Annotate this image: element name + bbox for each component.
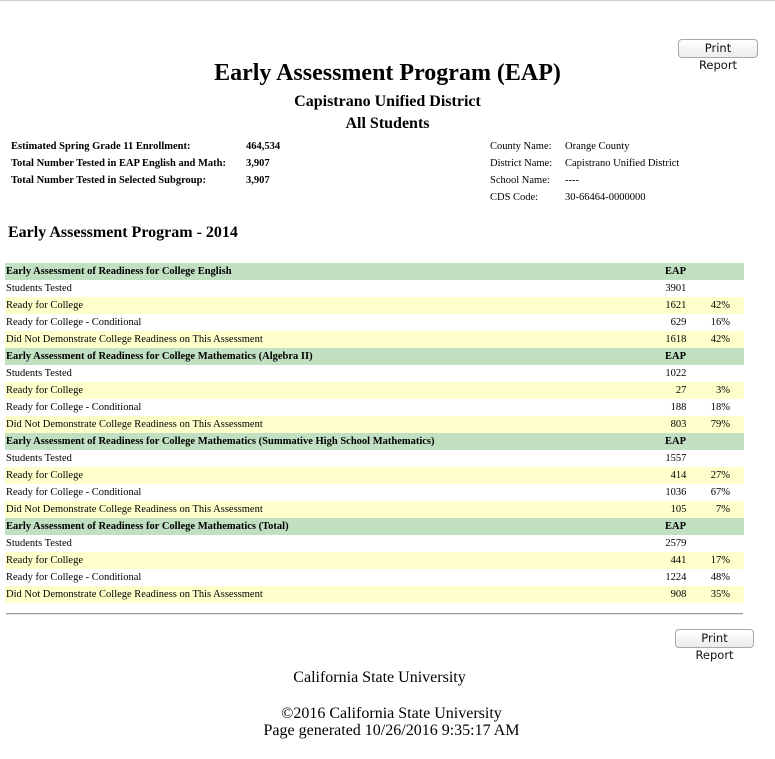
eap-column-label: EAP	[637, 263, 744, 280]
row-label: Ready for College	[5, 552, 637, 569]
table-row	[5, 365, 744, 382]
table-row	[5, 416, 744, 433]
row-percent	[686, 450, 744, 467]
row-percent	[686, 535, 744, 552]
row-percent: 16%	[710, 317, 730, 328]
row-percent: 67%	[710, 487, 730, 498]
cds-row	[490, 191, 679, 208]
cds-value: 30-66464-0000000	[565, 192, 646, 203]
row-label: Ready for College - Conditional	[6, 487, 142, 498]
row-percent: 35%	[686, 586, 744, 603]
table-row	[5, 552, 744, 569]
enrollment-row	[11, 140, 280, 157]
row-percent: 79%	[686, 416, 744, 433]
table-row	[5, 535, 744, 552]
table-row	[5, 501, 744, 518]
cds-label: CDS Code:	[490, 192, 539, 203]
row-count: 1618	[637, 331, 686, 348]
assessment-heading: Early Assessment of Readiness for College Mathematics (Algebra II)	[5, 348, 637, 365]
total-tested-label: Total Number Tested in EAP English and Math:	[11, 158, 227, 169]
table-row	[5, 297, 744, 314]
subgroup-tested-label: Total Number Tested in Selected Subgroup:	[11, 175, 206, 186]
enrollment-value: 464,534	[246, 141, 281, 152]
row-count: 908	[637, 586, 686, 603]
table-row	[5, 450, 744, 467]
row-count: 3901	[665, 283, 687, 294]
row-percent: 3%	[686, 382, 744, 399]
school-value: ----	[565, 175, 579, 186]
school-row	[490, 174, 679, 191]
row-count: 441	[637, 552, 686, 569]
row-percent: 42%	[686, 297, 744, 314]
print-report-button-bottom[interactable]: Print Report	[675, 629, 754, 648]
footer-generated: Page generated 10/26/2016 9:35:17 AM	[263, 722, 520, 739]
table-row	[5, 484, 744, 501]
row-count: 2579	[665, 538, 687, 549]
row-label: Students Tested	[6, 368, 72, 379]
subgroup-tested-row	[11, 174, 280, 191]
row-count: 1022	[665, 368, 687, 379]
top-border	[0, 0, 775, 1]
district-label: District Name:	[490, 158, 553, 169]
row-percent: 17%	[686, 552, 744, 569]
row-count: 414	[637, 467, 686, 484]
row-label: Did Not Demonstrate College Readiness on This Assessment	[5, 501, 637, 518]
table-header-row	[5, 263, 744, 280]
row-label: Did Not Demonstrate College Readiness on This Assessment	[5, 416, 637, 433]
table-row	[5, 569, 744, 586]
row-percent	[686, 280, 744, 297]
row-count: 1036	[665, 487, 687, 498]
row-count: 803	[637, 416, 686, 433]
row-label: Ready for College - Conditional	[6, 402, 142, 413]
location-info	[490, 140, 679, 208]
eap-column-label: EAP	[637, 348, 744, 365]
district-value: Capistrano Unified District	[565, 158, 680, 169]
eap-column-label: EAP	[637, 433, 744, 450]
row-label: Did Not Demonstrate College Readiness on This Assessment	[5, 331, 637, 348]
county-value: Orange County	[565, 141, 630, 152]
row-count: 188	[670, 402, 687, 413]
table-header-row	[5, 348, 744, 365]
row-percent: 48%	[710, 572, 730, 583]
table-row	[5, 399, 744, 416]
assessment-heading: Early Assessment of Readiness for College English	[5, 263, 637, 280]
row-label: Did Not Demonstrate College Readiness on This Assessment	[5, 586, 637, 603]
row-percent: 42%	[686, 331, 744, 348]
row-count: 629	[670, 317, 687, 328]
enrollment-label: Estimated Spring Grade 11 Enrollment:	[11, 141, 191, 152]
row-percent: 7%	[686, 501, 744, 518]
subgroup-tested-value: 3,907	[246, 175, 270, 186]
section-title: Early Assessment Program - 2014	[8, 224, 238, 241]
row-percent: 18%	[710, 402, 730, 413]
table-header-row	[5, 518, 744, 535]
table-row	[5, 314, 744, 331]
school-label: School Name:	[490, 175, 550, 186]
assessment-heading: Early Assessment of Readiness for College Mathematics (Total)	[5, 518, 637, 535]
enrollment-summary	[11, 140, 280, 191]
row-percent	[686, 365, 744, 382]
total-tested-row	[11, 157, 280, 174]
row-count: 27	[637, 382, 686, 399]
row-label: Students Tested	[6, 453, 72, 464]
eap-column-label: EAP	[637, 518, 744, 535]
row-label: Ready for College	[5, 382, 637, 399]
row-label: Ready for College - Conditional	[6, 317, 142, 328]
total-tested-value: 3,907	[246, 158, 270, 169]
row-label: Ready for College - Conditional	[6, 572, 142, 583]
county-row	[490, 140, 679, 157]
print-report-button-top[interactable]: Print Report	[678, 39, 758, 58]
row-count: 1621	[637, 297, 686, 314]
table-row	[5, 467, 744, 484]
row-percent: 27%	[686, 467, 744, 484]
row-label: Ready for College	[5, 297, 637, 314]
table-row	[5, 586, 744, 603]
eap-results-table	[5, 263, 744, 603]
subgroup-title: All Students	[345, 115, 430, 132]
table-header-row	[5, 433, 744, 450]
assessment-heading: Early Assessment of Readiness for College Mathematics (Summative High School Mathematics)	[5, 433, 637, 450]
county-label: County Name:	[490, 141, 552, 152]
row-label: Students Tested	[6, 538, 72, 549]
table-row	[5, 382, 744, 399]
district-title: Capistrano Unified District	[294, 93, 481, 110]
row-label: Students Tested	[6, 283, 72, 294]
district-row	[490, 157, 679, 174]
divider	[6, 613, 743, 615]
page-title: Early Assessment Program (EAP)	[214, 60, 561, 86]
row-label: Ready for College	[5, 467, 637, 484]
row-count: 105	[637, 501, 686, 518]
table-row	[5, 331, 744, 348]
row-count: 1557	[665, 453, 687, 464]
table-row	[5, 280, 744, 297]
footer-organization: California State University	[293, 669, 466, 686]
row-count: 1224	[665, 572, 687, 583]
footer-copyright: ©2016 California State University	[281, 705, 502, 722]
